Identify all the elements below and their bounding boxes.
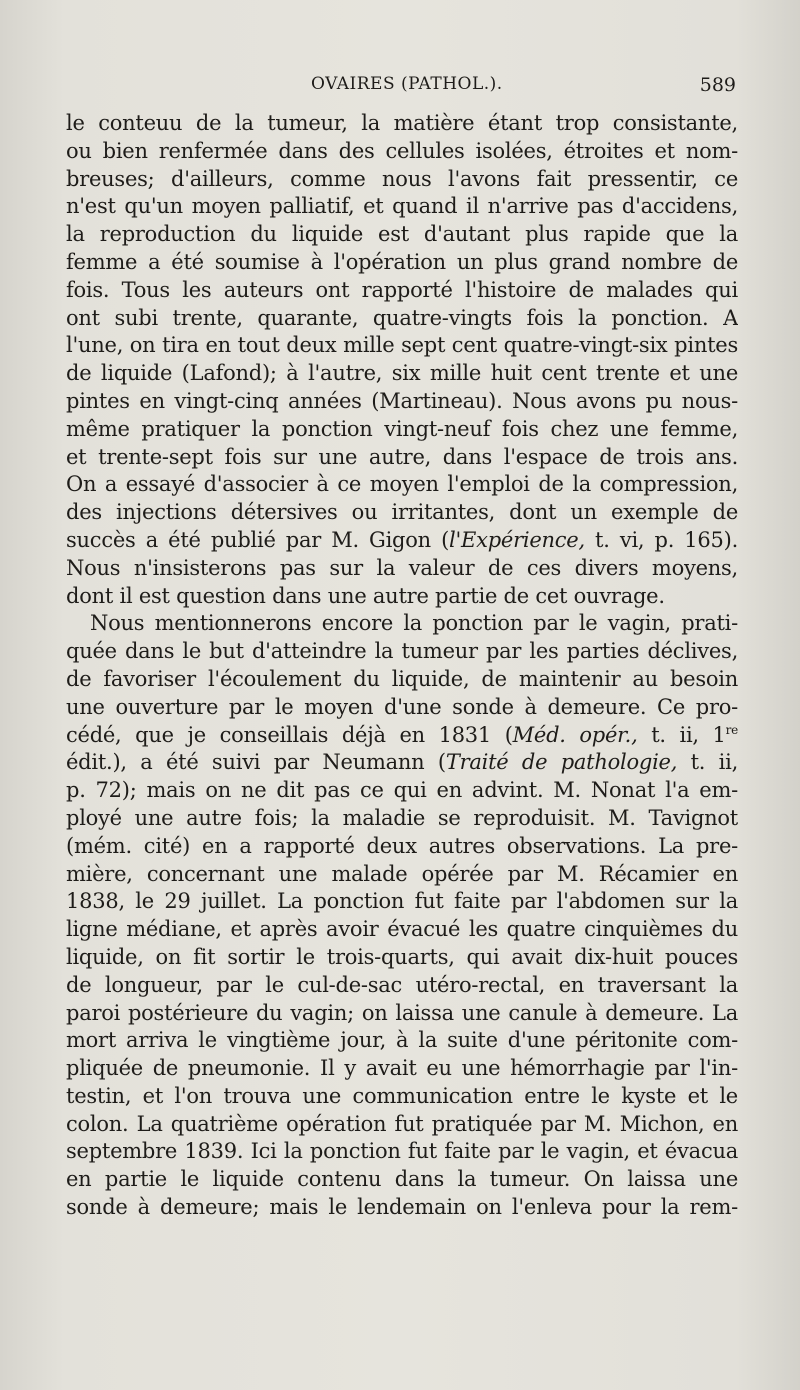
text-segment: t. ii, 1: [637, 722, 726, 747]
page-number: 589: [699, 74, 736, 96]
page-header: [66, 74, 738, 102]
text-line: femme a été soumise à l'opération un plus grand nombre de: [66, 249, 738, 274]
text-line: mière, concernant une malade opérée par M. Récamier en: [66, 861, 738, 886]
text-line: mort arriva le vingtième jour, à la suite d'une péritonite com-: [66, 1028, 738, 1053]
text-line: [66, 527, 738, 555]
text-segment: t. ii,: [677, 750, 738, 775]
superscript: re: [725, 722, 738, 737]
text-line: l'une, on tira en tout deux mille sept cent quatre-vingt-six pintes: [66, 333, 738, 358]
italic-citation: Traité de pathologie,: [445, 750, 678, 775]
text-line: et trente-sept fois sur une autre, dans l'espace de trois ans.: [66, 444, 738, 469]
text-line: ligne médiane, et après avoir évacué les quatre cinquièmes du: [66, 917, 738, 942]
text-line: [66, 722, 738, 750]
text-segment: succès a été publié par M. Gigon (: [66, 527, 450, 552]
text-line: septembre 1839. Ici la ponction fut faite par le vagin, et évacua: [66, 1139, 738, 1164]
text-line: pintes en vingt-cinq années (Martineau). Nous avons pu nous-: [66, 388, 738, 413]
running-title: OVAIRES (PATHOL.).: [311, 74, 503, 94]
text-line: liquide, on fit sortir le trois-quarts, qui avait dix-huit pouces: [66, 944, 738, 969]
text-line: testin, et l'on trouva une communication entre le kyste et le: [66, 1083, 738, 1108]
text-line: On a essayé d'associer à ce moyen l'emploi de la compression,: [66, 472, 738, 497]
text-line: Nous n'insisterons pas sur la valeur de ces divers moyens,: [66, 555, 738, 580]
text-line: en partie le liquide contenu dans la tumeur. On laissa une: [66, 1167, 738, 1192]
italic-citation: l'Expérience,: [449, 527, 585, 552]
text-line: ou bien renfermée dans des cellules isolées, étroites et nom-: [66, 138, 738, 163]
body-text: [66, 110, 738, 1222]
text-line: de liquide (Lafond); à l'autre, six mille huit cent trente et une: [66, 361, 738, 386]
text-line: paroi postérieure du vagin; on laissa une canule à demeure. La: [66, 1000, 738, 1025]
text-line: colon. La quatrième opération fut pratiquée par M. Michon, en: [66, 1111, 738, 1136]
text-segment: cédé, que je conseillais déjà en 1831 (: [66, 722, 513, 747]
text-line: quée dans le but d'atteindre la tumeur par les parties déclives,: [66, 639, 738, 664]
text-line: n'est qu'un moyen palliatif, et quand il n'arrive pas d'accidens,: [66, 194, 738, 219]
text-line: une ouverture par le moyen d'une sonde à demeure. Ce pro-: [66, 694, 738, 719]
text-line: pliquée de pneumonie. Il y avait eu une hémorrhagie par l'in-: [66, 1056, 738, 1081]
text-line: [66, 749, 738, 777]
italic-citation: Méd. opér.,: [512, 722, 638, 747]
text-line: p. 72); mais on ne dit pas ce qui en advint. M. Nonat l'a em-: [66, 778, 738, 803]
text-segment: édit.), a été suivi par Neumann (: [66, 750, 446, 775]
text-line: de longueur, par le cul-de-sac utéro-rectal, en traversant la: [66, 972, 738, 997]
text-line: même pratiquer la ponction vingt-neuf fois chez une femme,: [66, 416, 738, 441]
text-line: sonde à demeure; mais le lendemain on l'enleva pour la rem-: [66, 1195, 738, 1220]
text-line: Nous mentionnerons encore la ponction par le vagin, prati-: [90, 611, 738, 636]
text-line: (mém. cité) en a rapporté deux autres observations. La pre-: [66, 833, 738, 858]
text-line: 1838, le 29 juillet. La ponction fut faite par l'abdomen sur la: [66, 889, 738, 914]
text-line: la reproduction du liquide est d'autant plus rapide que la: [66, 222, 738, 247]
text-line: breuses; d'ailleurs, comme nous l'avons fait pressentir, ce: [66, 166, 738, 191]
text-line: le conteuu de la tumeur, la matière étant trop consistante,: [66, 111, 738, 135]
text-line: ont subi trente, quarante, quatre-vingts fois la ponction. A: [66, 305, 738, 330]
text-line: fois. Tous les auteurs ont rapporté l'histoire de malades qui: [66, 277, 738, 302]
text-segment: t. vi, p. 165).: [584, 527, 738, 552]
text-line: dont il est question dans une autre partie de cet ouvrage.: [66, 583, 665, 608]
text-line: de favoriser l'écoulement du liquide, de maintenir au besoin: [66, 666, 738, 691]
text-line: des injections détersives ou irritantes, dont un exemple de: [66, 500, 738, 525]
text-line: ployé une autre fois; la maladie se reproduisit. M. Tavignot: [66, 805, 738, 830]
